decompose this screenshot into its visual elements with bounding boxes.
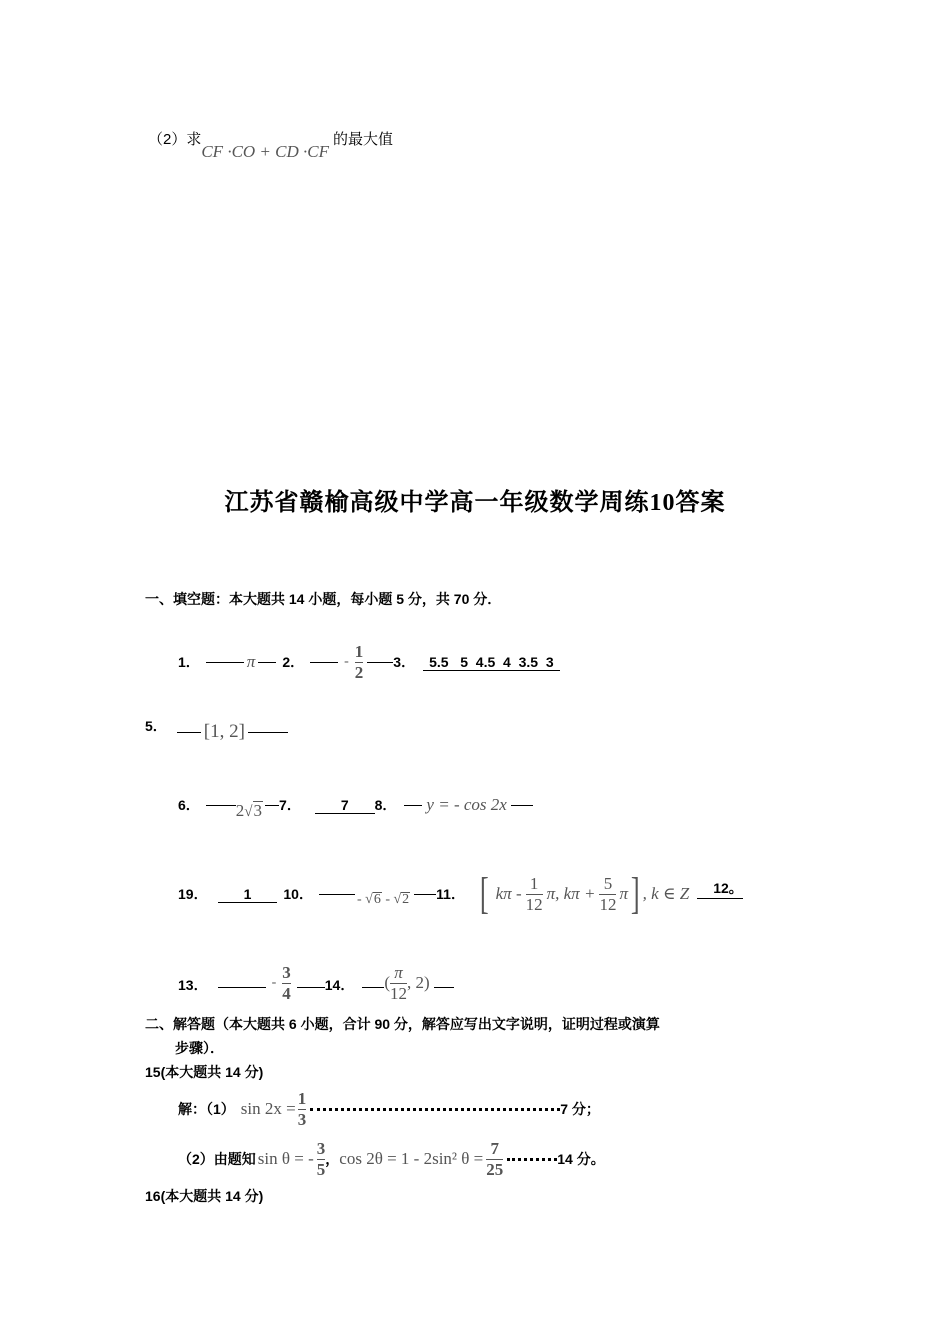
answer-2-blank [310, 662, 338, 663]
q15-eq1-lhs: sin 2x = [240, 1099, 296, 1118]
answer-8-number: 8． [374, 797, 397, 813]
answer-6-blank-tail [265, 805, 279, 806]
answer-11-fraction-1: $\frac{1}{12}$ [525, 873, 543, 914]
q15-comma: ， [325, 1151, 340, 1167]
answer-6-number: 6． [178, 797, 200, 813]
answer-10-value: - √6 - √2 [356, 892, 410, 907]
answer-13-number: 13． [178, 977, 208, 993]
answer-13-sign: - [271, 975, 277, 990]
answer-1-number: 1． [178, 654, 200, 670]
problem-prefix: （2）求 [148, 131, 202, 148]
q15-dots-2 [507, 1158, 557, 1161]
q15-part2 [178, 1134, 605, 1184]
section2-heading-line2: 步骤）． [175, 1040, 224, 1056]
answer-5-value: [1, 2] [203, 721, 245, 742]
answer-3-number: 3． [393, 654, 416, 670]
answer-6-value: 2√3 [235, 801, 263, 820]
answer-9-number: 19． [178, 886, 208, 902]
answer-8-blank [404, 805, 422, 806]
answer-5-number: 5． [145, 718, 167, 734]
section2-heading-line1: 二、解答题（本大题共 6 小题，合计 90 分，解答应写出文字说明，证明过程或演算 [145, 1016, 660, 1032]
answer-8-value: y = - cos 2x [426, 795, 507, 814]
q15-eq1-fraction: $\frac{1}{3}$ [297, 1088, 307, 1129]
answer-8-blank-tail [511, 805, 533, 806]
answer-14-number: 14． [324, 977, 355, 993]
answer-3-value: 5.5 5 4.5 4 3.5 3 [423, 654, 560, 671]
answer-6-radicand: 3 [253, 801, 263, 820]
answer-14-blank [362, 987, 384, 988]
q15-jie-label: 解：（1） [178, 1101, 235, 1117]
answer-2-sign: - [344, 654, 349, 669]
answer-2-denominator: 2 [354, 662, 364, 682]
answer-10-radicand-1: 6 [373, 892, 381, 907]
answer-2-fraction [355, 643, 364, 682]
q15-score-2: 14 分。 [557, 1151, 605, 1167]
answer-14-fraction: $\frac{\pi}{12}$ [390, 962, 407, 1003]
answer-1-blank [206, 662, 244, 663]
q15-eq2-lhs: sin θ = - [257, 1149, 314, 1168]
answer-13-fraction: $\frac{3}{4}$ [282, 962, 291, 1003]
section1-heading: 一、填空题：本大题共 14 小题，每小题 5 分，共 70 分． [145, 591, 502, 607]
page-title: 江苏省赣榆高级中学高一年级数学周练10答案 [224, 490, 726, 516]
answer-5-blank-tail [248, 732, 288, 733]
answer-1-blank-tail [258, 662, 276, 663]
answer-1-value: π [246, 652, 256, 671]
answer-13-blank-tail [297, 987, 325, 988]
answer-2-blank-tail [367, 662, 393, 663]
section2-heading [145, 1012, 660, 1060]
top-problem [148, 128, 394, 161]
q15-header: 15(本大题共 14 分) [145, 1064, 264, 1080]
answer-13-blank [218, 987, 266, 988]
answer-6-blank [206, 805, 236, 806]
q16-header: 16(本大题共 14 分) [145, 1188, 264, 1204]
answer-row-5 [145, 716, 288, 748]
answer-14-value: ( $\frac{\pi}{12}$ , 2) [384, 962, 430, 1003]
problem-suffix: 的最大值 [333, 131, 394, 148]
answer-row-6 [178, 788, 533, 822]
q15-eq3-lhs: cos 2θ = 1 - 2sin² θ = [339, 1149, 484, 1168]
answer-11-number: 11． [436, 886, 465, 902]
q15-part1 [178, 1084, 600, 1134]
answer-11-value: [ kπ - $\frac{1}{12}$ π, kπ + $\frac{5}{12}$ π ] , k ∈ Z [479, 869, 690, 918]
answer-row-9 [178, 866, 743, 922]
q15-part2-prefix: （2）由题知 [178, 1151, 256, 1167]
answer-row-13 [178, 958, 454, 1008]
answer-10-blank [319, 894, 355, 895]
answer-12-number: 12。 [697, 878, 743, 899]
q15-dots-1 [310, 1108, 560, 1111]
answer-10-radicand-2: 2 [402, 892, 410, 907]
problem-expression: CF ·CO + CD ·CF [201, 142, 329, 161]
q15-score-1: 7 分； [560, 1101, 600, 1117]
answer-7-number: 7． [279, 797, 301, 813]
answer-10-blank-tail [414, 894, 436, 895]
answer-row-1 [178, 638, 560, 686]
q15-eq3-fraction: $\frac{7}{25}$ [486, 1138, 504, 1179]
answer-9-value: 1 [218, 886, 278, 903]
answer-2-number: 2． [282, 654, 305, 670]
answer-11-fraction-2: $\frac{5}{12}$ [599, 873, 617, 914]
answer-14-blank-tail [434, 987, 454, 988]
answer-7-value: 7 [315, 797, 375, 814]
answer-2-numerator: 1 [354, 641, 364, 661]
answer-5-blank [177, 732, 201, 733]
answer-10-number: 10． [283, 886, 313, 902]
q15-eq2-fraction: $\frac{3}{5}$ [316, 1138, 326, 1179]
